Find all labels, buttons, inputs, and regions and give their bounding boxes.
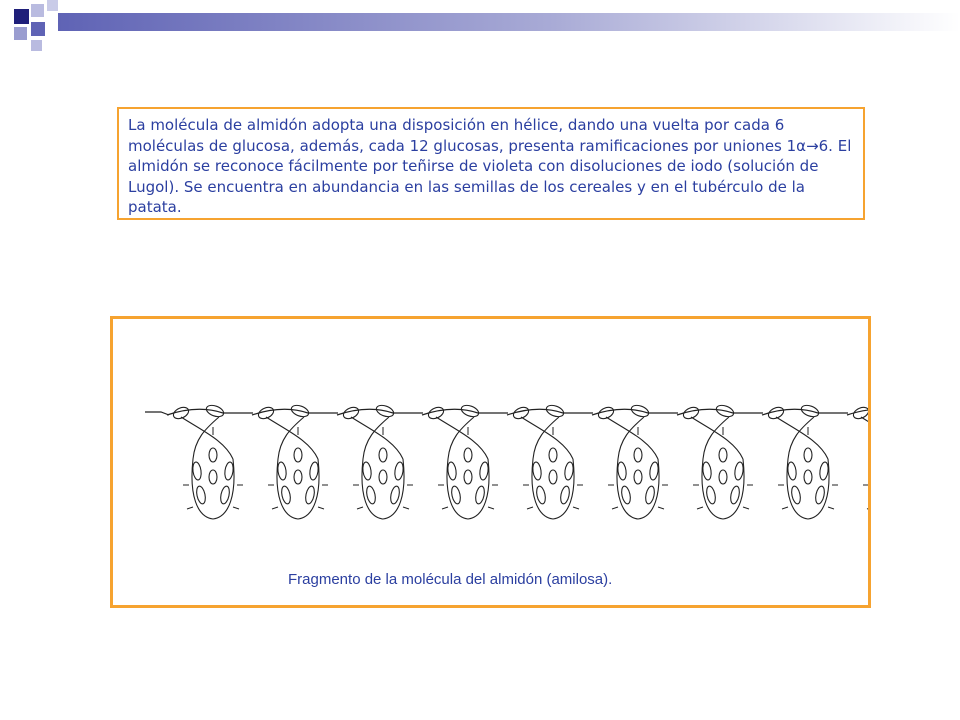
bond-tick: [527, 507, 533, 509]
glucose-ring: [804, 470, 812, 484]
glucose-ring: [682, 405, 701, 421]
helix-turn: [592, 403, 678, 519]
bond-tick: [697, 507, 703, 509]
glucose-ring: [702, 462, 712, 481]
glucose-ring: [389, 485, 401, 504]
helix-strand: [606, 417, 658, 459]
helix-strand: [776, 417, 828, 459]
glucose-ring: [564, 462, 574, 481]
glucose-ring: [734, 462, 744, 481]
glucose-ring: [294, 448, 302, 462]
glucose-ring: [464, 448, 472, 462]
glucose-ring: [649, 462, 659, 481]
glucose-ring: [394, 462, 404, 481]
glucose-ring: [277, 462, 287, 481]
glucose-ring: [705, 485, 717, 504]
bond-tick: [272, 507, 278, 509]
glucose-ring: [309, 462, 319, 481]
bond-tick: [828, 507, 834, 509]
bond-tick: [782, 507, 788, 509]
helix-loop: [447, 459, 489, 519]
helix-loop: [702, 459, 744, 519]
glucose-ring: [852, 405, 868, 421]
helix-strand: [181, 417, 233, 459]
bond-tick: [658, 507, 664, 509]
glucose-ring: [804, 448, 812, 462]
header-gradient-bar: [58, 13, 960, 31]
bond-tick: [743, 507, 749, 509]
header-square-lavender-3: [31, 40, 42, 51]
glucose-ring: [209, 448, 217, 462]
helix-turn: [507, 403, 593, 519]
glucose-ring: [512, 405, 531, 421]
glucose-ring: [379, 470, 387, 484]
glucose-ring: [819, 462, 829, 481]
bond-tick: [233, 507, 239, 509]
helix-turn: [422, 403, 508, 519]
helix-strand: [521, 417, 573, 459]
glucose-ring: [304, 485, 316, 504]
glucose-ring: [365, 485, 377, 504]
helix-turn: [167, 403, 253, 519]
glucose-ring: [224, 462, 234, 481]
header-square-mid-1: [14, 27, 27, 40]
glucose-ring: [532, 462, 542, 481]
glucose-ring: [450, 485, 462, 504]
helix-turn: [252, 403, 338, 519]
glucose-ring: [617, 462, 627, 481]
helix-strand: [861, 417, 868, 459]
helix-strand: [691, 417, 743, 459]
figure-box: [110, 316, 871, 608]
glucose-ring: [549, 448, 557, 462]
glucose-ring: [294, 470, 302, 484]
glucose-ring: [280, 485, 292, 504]
header-decoration: [0, 0, 960, 60]
bond-tick: [318, 507, 324, 509]
header-square-lavender-1: [31, 4, 44, 17]
helix-loop: [787, 459, 829, 519]
helix-strand: [436, 417, 488, 459]
glucose-ring: [719, 470, 727, 484]
header-square-mid-2: [31, 22, 45, 36]
helix-strand: [351, 417, 403, 459]
bond-tick: [187, 507, 193, 509]
helix-loop: [362, 459, 404, 519]
chain-start: [145, 412, 169, 415]
glucose-ring: [634, 470, 642, 484]
bond-tick: [403, 507, 409, 509]
glucose-ring: [474, 485, 486, 504]
glucose-ring: [479, 462, 489, 481]
glucose-ring: [379, 448, 387, 462]
glucose-ring: [597, 405, 616, 421]
figure-caption: Fragmento de la molécula del almidón (amilosa).: [288, 571, 613, 588]
backbone-segment: [847, 409, 868, 415]
helix-loop: [617, 459, 659, 519]
glucose-ring: [257, 405, 276, 421]
glucose-ring: [814, 485, 826, 504]
amylose-helix-diagram: [113, 319, 868, 605]
helix-turn: [762, 403, 848, 519]
glucose-ring: [209, 470, 217, 484]
description-text-box: [117, 107, 865, 220]
helix-loop: [532, 459, 574, 519]
header-square-navy: [14, 9, 29, 24]
glucose-ring: [620, 485, 632, 504]
glucose-ring: [447, 462, 457, 481]
glucose-ring: [219, 485, 231, 504]
helix-loop: [192, 459, 234, 519]
description-paragraph: La molécula de almidón adopta una disposición en hélice, dando una vuelta por cada 6 moléculas de glucosa, además, cada 12 glucosas, presenta ramificaciones por uniones 1α→6. El almidón se reconoce fácilmente por teñirse de violeta con disoluciones de iodo (solución de Lugol). Se encuentra en abundancia en las semillas de los cereales y en el tubérculo de la patata.: [128, 116, 852, 216]
helix-turn: [337, 403, 423, 519]
glucose-ring: [535, 485, 547, 504]
bond-tick: [573, 507, 579, 509]
helix-turn: [677, 403, 763, 519]
glucose-ring: [790, 485, 802, 504]
glucose-ring: [427, 405, 446, 421]
header-square-lavender-2: [47, 0, 58, 11]
bond-tick: [357, 507, 363, 509]
glucose-ring: [634, 448, 642, 462]
glucose-ring: [362, 462, 372, 481]
glucose-ring: [729, 485, 741, 504]
glucose-ring: [192, 462, 202, 481]
glucose-ring: [719, 448, 727, 462]
glucose-ring: [464, 470, 472, 484]
helix-strand: [266, 417, 318, 459]
glucose-ring: [767, 405, 786, 421]
bond-tick: [867, 507, 868, 509]
glucose-ring: [787, 462, 797, 481]
glucose-ring: [644, 485, 656, 504]
glucose-ring: [559, 485, 571, 504]
bond-tick: [612, 507, 618, 509]
glucose-ring: [195, 485, 207, 504]
glucose-ring: [549, 470, 557, 484]
bond-tick: [488, 507, 494, 509]
glucose-ring: [172, 405, 191, 421]
bond-tick: [442, 507, 448, 509]
glucose-ring: [342, 405, 361, 421]
helix-loop: [277, 459, 319, 519]
helix-turn: [847, 403, 868, 519]
